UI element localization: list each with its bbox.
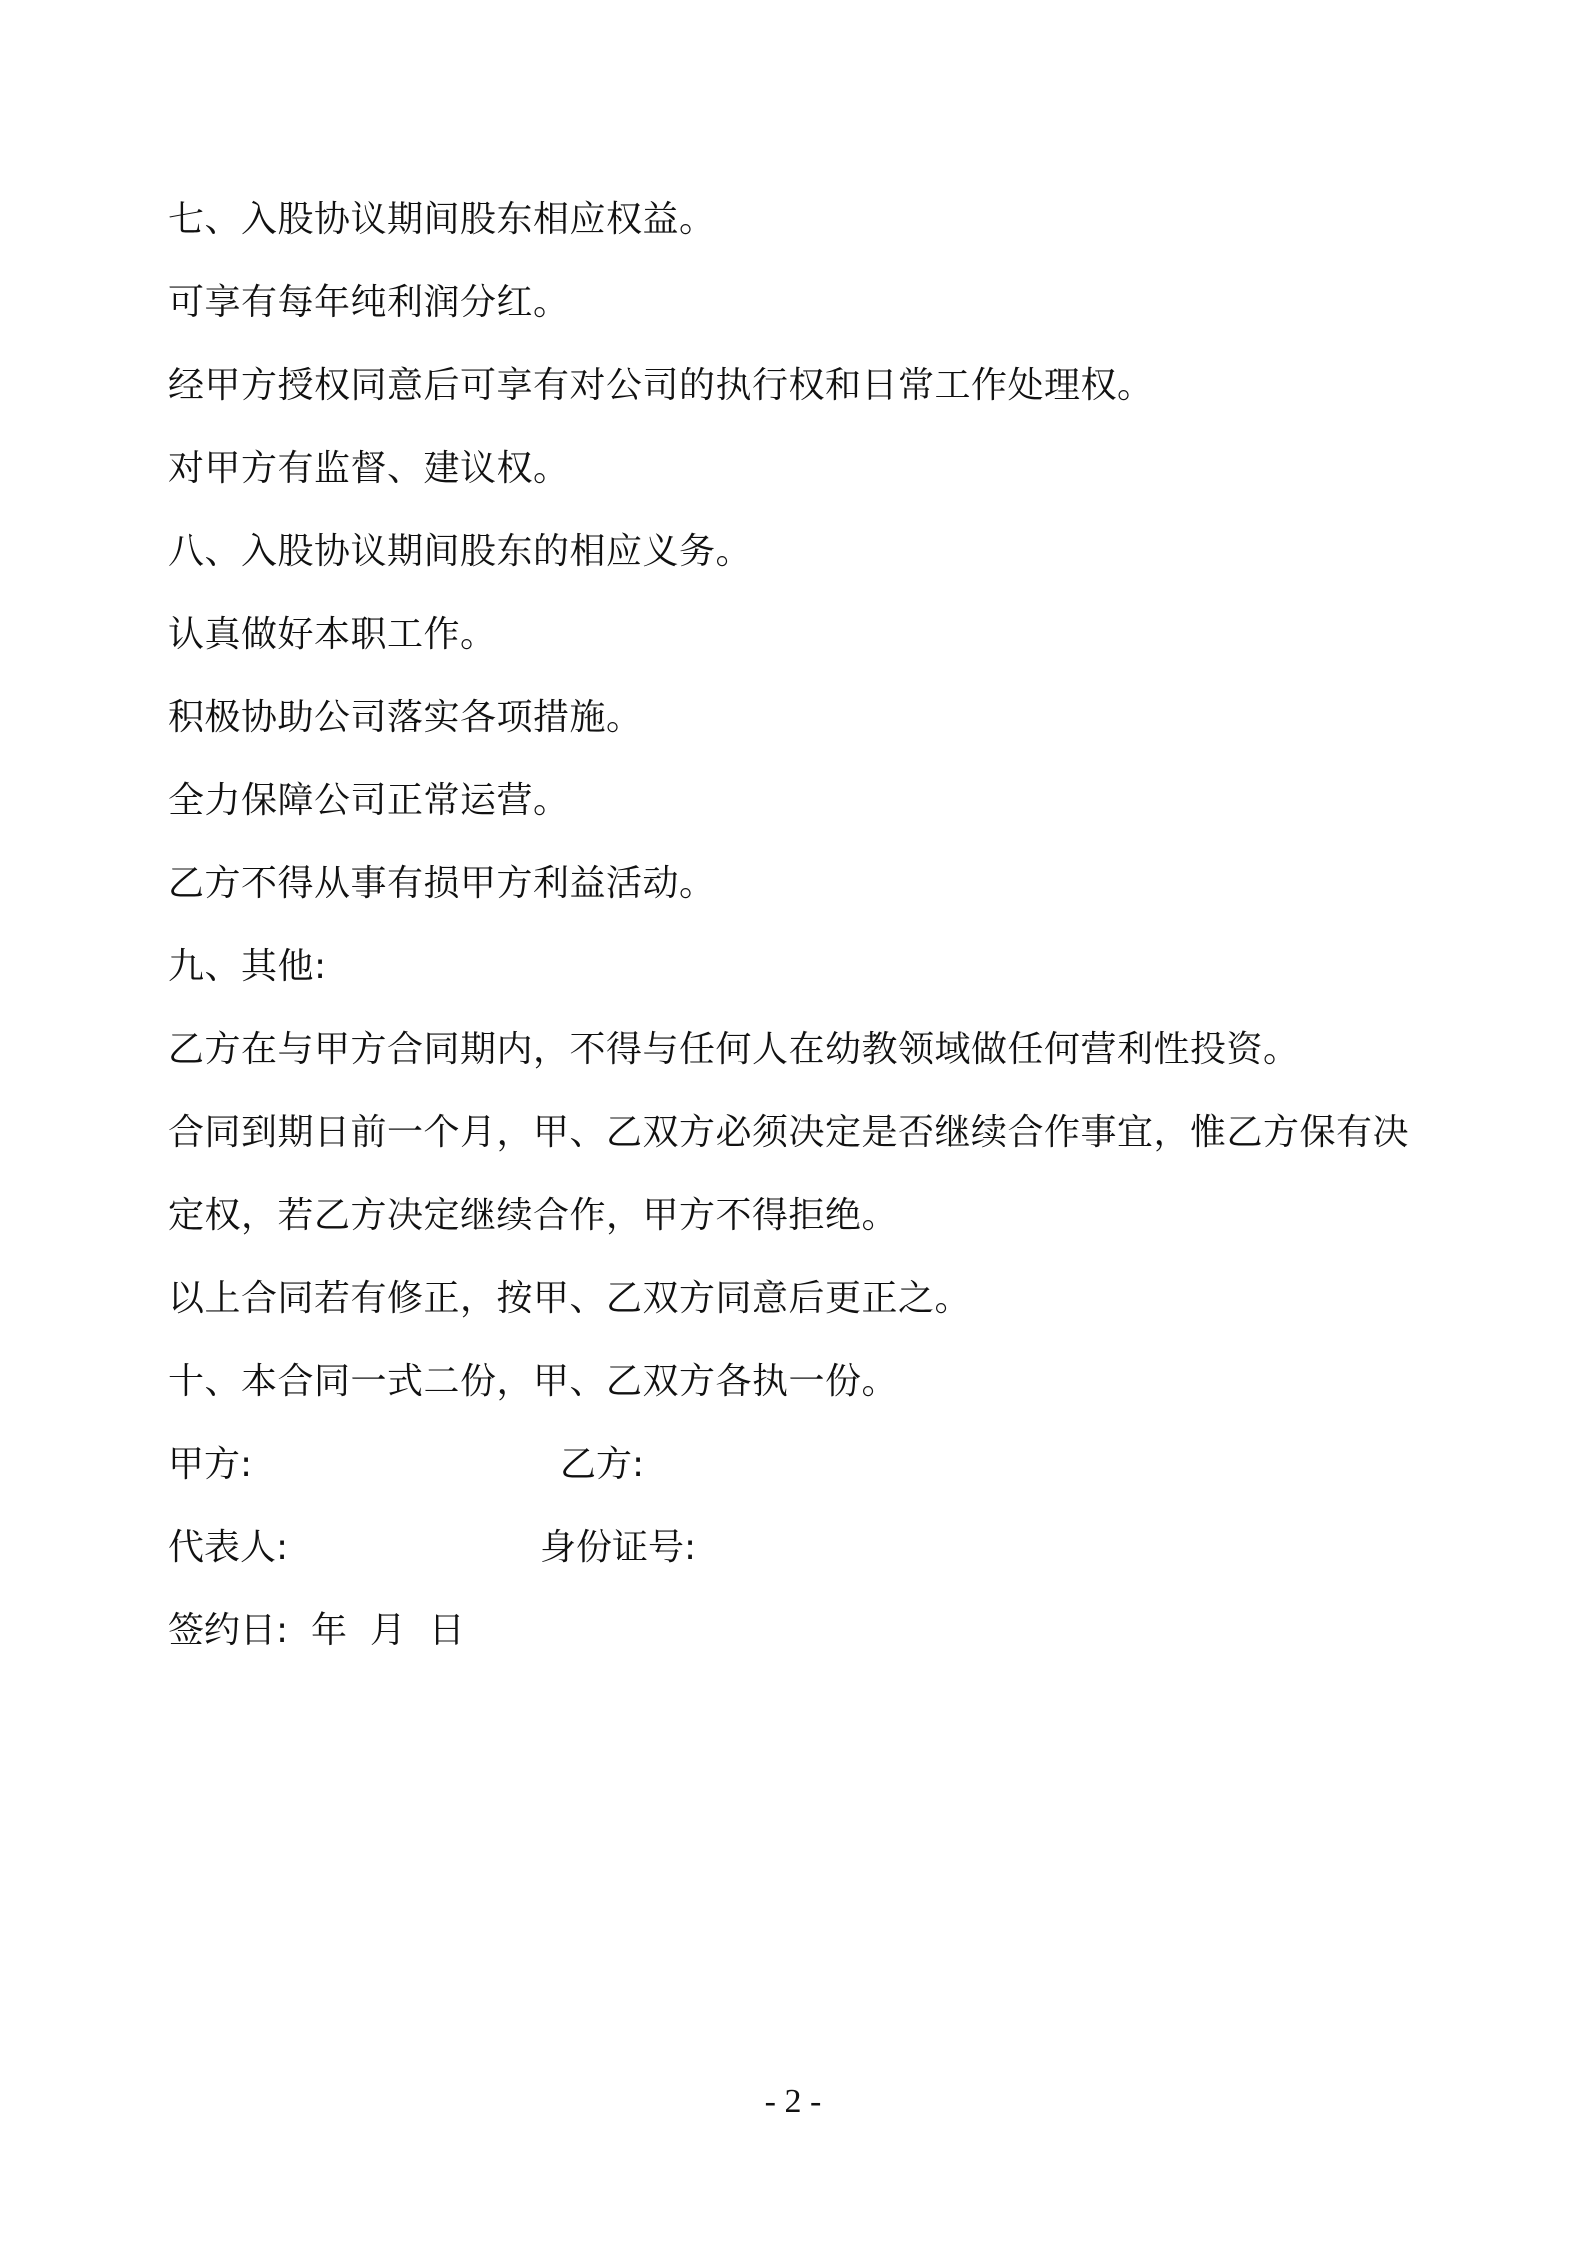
section-7-heading: 七、入股协议期间股东相应权益。 [168,199,716,240]
paragraph-duty-assist: 积极协助公司落实各项措施。 [168,697,643,738]
party-b-label: 乙方: [560,1444,645,1485]
representative-label: 代表人: [168,1527,289,1568]
paragraph-supervision-rights: 对甲方有监督、建议权。 [168,448,570,489]
paragraph-renewal-line-2: 定权，若乙方决定继续合作，甲方不得拒绝。 [168,1195,899,1236]
paragraph-renewal-line-1: 合同到期日前一个月，甲、乙双方必须决定是否继续合作事宜，惟乙方保有决 [168,1112,1410,1153]
paragraph-execution-rights: 经甲方授权同意后可享有对公司的执行权和日常工作处理权。 [168,365,1154,406]
id-number-label: 身份证号: [540,1527,697,1568]
paragraph-duty-no-harm: 乙方不得从事有损甲方利益活动。 [168,863,716,904]
section-9-heading: 九、其他: [168,946,327,987]
paragraph-profit-dividend: 可享有每年纯利润分红。 [168,282,570,323]
paragraph-duty-operation: 全力保障公司正常运营。 [168,780,570,821]
sign-date-label: 签约日: 年 月 日 [168,1610,465,1651]
section-10-heading: 十、本合同一式二份，甲、乙双方各执一份。 [168,1361,899,1402]
section-8-heading: 八、入股协议期间股东的相应义务。 [168,531,753,572]
paragraph-no-competing-investment: 乙方在与甲方合同期内，不得与任何人在幼教领域做任何营利性投资。 [168,1029,1300,1070]
paragraph-amendments: 以上合同若有修正，按甲、乙双方同意后更正之。 [168,1278,972,1319]
paragraph-duty-work: 认真做好本职工作。 [168,614,497,655]
page-number: - 2 - [764,2083,822,2120]
party-a-label: 甲方: [168,1444,253,1485]
